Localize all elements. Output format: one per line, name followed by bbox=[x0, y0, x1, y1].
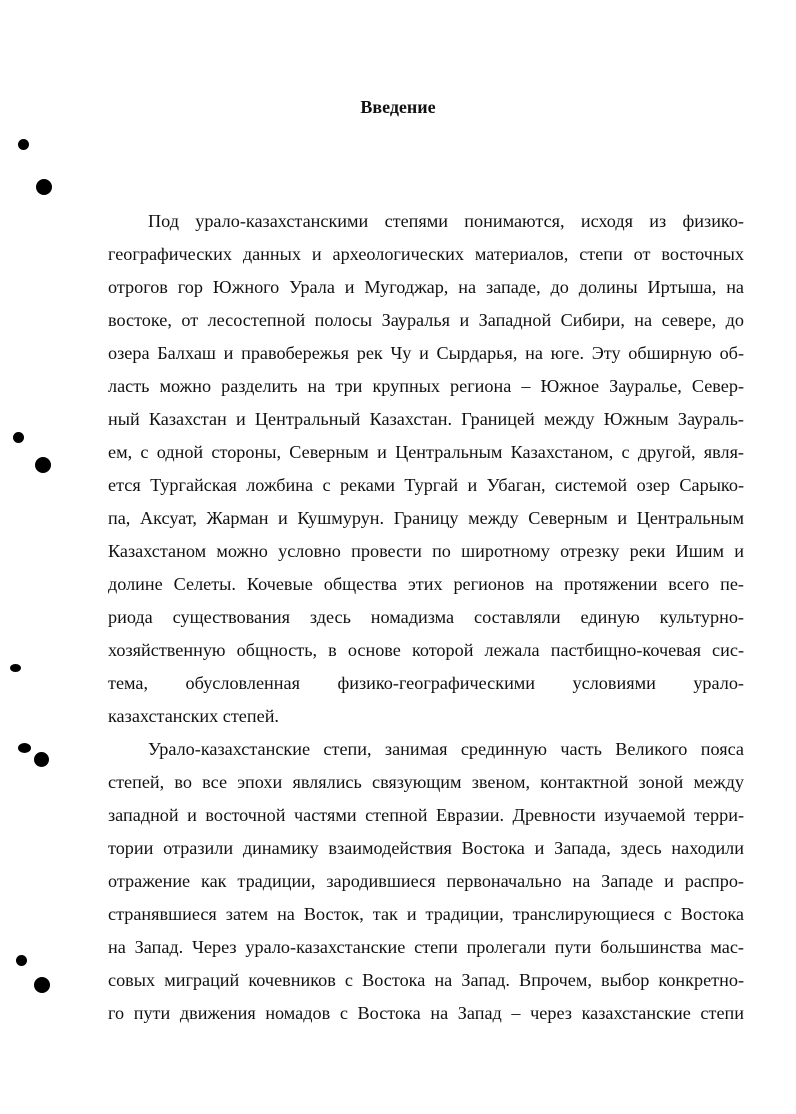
text-line: долине Селеты. Кочевые общества этих регионов на протяжении всего пе- bbox=[108, 574, 744, 594]
text-line: на Запад. Через урало-казахстанские степи пролегали пути большинства мас- bbox=[108, 937, 744, 957]
punch-hole-mark bbox=[34, 977, 50, 993]
punch-hole-mark bbox=[18, 139, 29, 150]
text-line: па, Аксуат, Жарман и Кушмурун. Границу между Северным и Центральным bbox=[108, 508, 744, 528]
punch-hole-mark bbox=[16, 955, 27, 966]
punch-hole-mark bbox=[36, 179, 52, 195]
text-line: Казахстаном можно условно провести по широтному отрезку реки Ишим и bbox=[108, 541, 744, 561]
text-line: озера Балхаш и правобережья рек Чу и Сырдарья, на юге. Эту обширную об- bbox=[108, 343, 744, 363]
text-line: Под урало-казахстанскими степями понимаются, исходя из физико- bbox=[148, 211, 744, 231]
text-line: ный Казахстан и Центральный Казахстан. Границей между Южным Заураль- bbox=[108, 409, 744, 429]
text-line: востоке, от лесостепной полосы Зауралья и Западной Сибири, на севере, до bbox=[108, 310, 744, 330]
text-line: тории отразили динамику взаимодействия Востока и Запада, здесь находили bbox=[108, 838, 744, 858]
text-line: ем, с одной стороны, Северным и Центральным Казахстаном, с другой, явля- bbox=[108, 442, 744, 462]
text-line: го пути движения номадов с Востока на Запад – через казахстанские степи bbox=[108, 1003, 744, 1023]
paragraph-2 bbox=[108, 733, 744, 1030]
text-line: риода существования здесь номадизма составляли единую культурно- bbox=[108, 607, 744, 627]
text-line: степей, во все эпохи являлись связующим звеном, контактной зоной между bbox=[108, 772, 744, 792]
text-line: ется Тургайская ложбина с реками Тургай и Убаган, системой озер Сарыко- bbox=[108, 475, 744, 495]
text-line: совых миграций кочевников с Востока на Запад. Впрочем, выбор конкретно- bbox=[108, 970, 744, 990]
text-line: Урало-казахстанские степи, занимая срединную часть Великого пояса bbox=[148, 739, 744, 759]
punch-hole-mark bbox=[10, 664, 21, 672]
page-title: Введение bbox=[360, 97, 436, 118]
paragraph-1 bbox=[108, 205, 744, 733]
text-line: ласть можно разделить на три крупных региона – Южное Зауралье, Север- bbox=[108, 376, 744, 396]
punch-hole-mark bbox=[18, 743, 31, 753]
punch-hole-mark bbox=[35, 457, 51, 473]
text-line: отражение как традиции, зародившиеся первоначально на Западе и распро- bbox=[108, 871, 744, 891]
text-line: тема, обусловленная физико-географическими условиями урало- bbox=[108, 673, 744, 693]
text-line: отрогов гор Южного Урала и Мугоджар, на западе, до долины Иртыша, на bbox=[108, 277, 744, 297]
punch-hole-mark bbox=[13, 432, 24, 443]
text-line: странявшиеся затем на Восток, так и традиции, транслирующиеся с Востока bbox=[108, 904, 744, 924]
text-line: казахстанских степей. bbox=[108, 706, 279, 726]
text-line: западной и восточной частями степной Евразии. Древности изучаемой терри- bbox=[108, 805, 744, 825]
text-line: хозяйственную общность, в основе которой лежала пастбищно-кочевая сис- bbox=[108, 640, 744, 660]
text-line: географических данных и археологических материалов, степи от восточных bbox=[108, 244, 744, 264]
punch-hole-mark bbox=[34, 752, 49, 767]
